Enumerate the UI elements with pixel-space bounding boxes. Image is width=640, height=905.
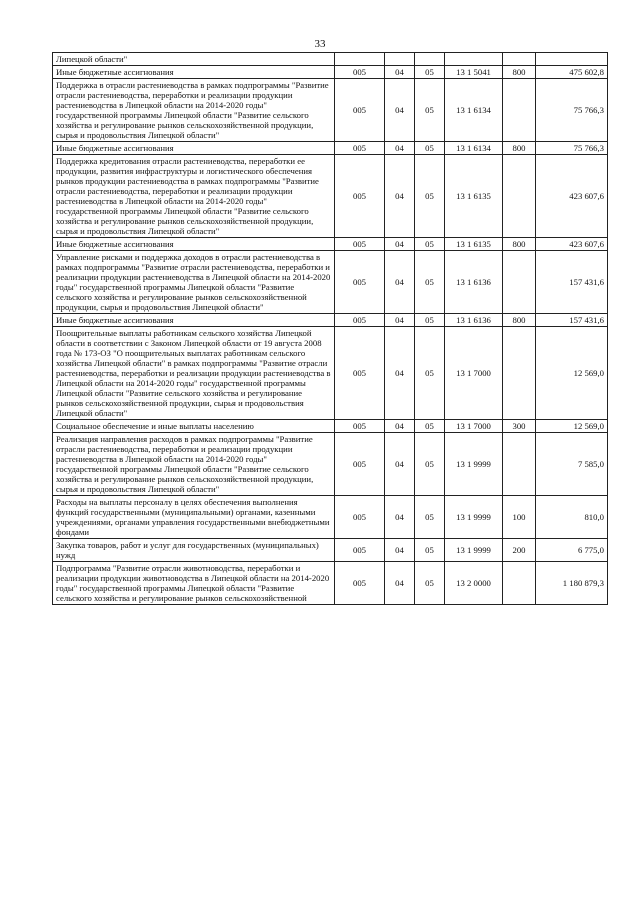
table-row xyxy=(53,314,608,327)
page-number: 33 xyxy=(314,38,326,50)
cell-rz xyxy=(385,53,415,66)
cell-sum: 475 602,8 xyxy=(536,66,608,79)
cell-sum: 423 607,6 xyxy=(536,238,608,251)
cell-ved: 005 xyxy=(335,251,385,314)
table-row xyxy=(53,433,608,496)
cell-csr: 13 1 6135 xyxy=(445,155,503,238)
cell-sum: 75 766,3 xyxy=(536,79,608,142)
cell-name: Иные бюджетные ассигнования xyxy=(53,142,335,155)
cell-pr: 05 xyxy=(415,142,445,155)
cell-vr: 800 xyxy=(503,142,536,155)
cell-name: Социальное обеспечение и иные выплаты населению xyxy=(53,420,335,433)
cell-ved: 005 xyxy=(335,433,385,496)
cell-ved: 005 xyxy=(335,155,385,238)
table-row xyxy=(53,155,608,238)
cell-vr xyxy=(503,433,536,496)
cell-ved: 005 xyxy=(335,66,385,79)
cell-sum: 12 569,0 xyxy=(536,420,608,433)
cell-name: Липецкой области" xyxy=(53,53,335,66)
cell-ved: 005 xyxy=(335,238,385,251)
cell-csr xyxy=(445,53,503,66)
cell-rz: 04 xyxy=(385,79,415,142)
cell-name: Поддержка в отрасли растениеводства в рамках подпрограммы "Развитие отрасли растениеводства, переработки и реализации продукции растениеводства в Липецкой области на 2014-2020 годы" государственной программы Липецкой области "Развитие сельского хозяйства и регулирование рынков сельскохозяйственной продукции, сырья и продовольствия Липецкой области" xyxy=(53,79,335,142)
cell-csr: 13 1 9999 xyxy=(445,539,503,562)
cell-name: Поощрительные выплаты работникам сельского хозяйства Липецкой области в соответствии с Законом Липецкой области от 19 августа 2008 года № 173-ОЗ "О поощрительных выплатах работникам сельского хозяйства Липецкой области" в рамках подпрограммы "Развитие отрасли растениеводства, переработки и реализации продукции растениеводства в Липецкой области на 2014-2020 годы" государственной программы Липецкой области "Развитие сельского хозяйства и регулирование рынков сельскохозяйственной продукции, сырья и продовольствия Липецкой области" xyxy=(53,327,335,420)
cell-vr: 800 xyxy=(503,314,536,327)
cell-name: Управление рисками и поддержка доходов в отрасли растениеводства в рамках подпрограммы "Развитие отрасли растениеводства, переработки и реализации продукции растениеводства в Липецкой области на 2014-2020 годы" государственной программы Липецкой области "Развитие сельского хозяйства и регулирование рынков сельскохозяйственной продукции, сырья и продовольствия Липецкой области" xyxy=(53,251,335,314)
cell-pr: 05 xyxy=(415,420,445,433)
cell-ved: 005 xyxy=(335,314,385,327)
cell-sum: 423 607,6 xyxy=(536,155,608,238)
cell-name: Расходы на выплаты персоналу в целях обеспечения выполнения функций государственными (муниципальными) органами, казенными учреждениями, органами управления государственными внебюджетными фондами xyxy=(53,496,335,539)
cell-vr: 300 xyxy=(503,420,536,433)
cell-ved: 005 xyxy=(335,79,385,142)
cell-sum: 1 180 879,3 xyxy=(536,562,608,605)
cell-csr: 13 1 6135 xyxy=(445,238,503,251)
table-row xyxy=(53,327,608,420)
cell-vr xyxy=(503,327,536,420)
cell-csr: 13 1 9999 xyxy=(445,433,503,496)
cell-name: Поддержка кредитования отрасли растениеводства, переработки ее продукции, развития инфраструктуры и логистического обеспечения рынков продукции растениеводства в рамках подпрограммы "Развитие отрасли растениеводства, переработки и реализации продукции растениеводства в Липецкой области на 2014-2020 годы" государственной программы Липецкой области "Развитие сельского хозяйства и регулирование рынков сельскохозяйственной продукции, сырья и продовольствия Липецкой области" xyxy=(53,155,335,238)
cell-ved: 005 xyxy=(335,496,385,539)
cell-pr: 05 xyxy=(415,314,445,327)
cell-vr xyxy=(503,155,536,238)
cell-rz: 04 xyxy=(385,433,415,496)
cell-ved: 005 xyxy=(335,562,385,605)
cell-csr: 13 1 5041 xyxy=(445,66,503,79)
cell-name: Иные бюджетные ассигнования xyxy=(53,238,335,251)
cell-ved: 005 xyxy=(335,539,385,562)
cell-pr: 05 xyxy=(415,562,445,605)
cell-rz: 04 xyxy=(385,66,415,79)
cell-sum xyxy=(536,53,608,66)
cell-rz: 04 xyxy=(385,251,415,314)
table-row xyxy=(53,539,608,562)
table-row xyxy=(53,66,608,79)
table-row xyxy=(53,79,608,142)
cell-rz: 04 xyxy=(385,238,415,251)
cell-csr: 13 1 6136 xyxy=(445,251,503,314)
cell-name: Подпрограмма "Развитие отрасли животноводства, переработки и реализации продукции животноводства в Липецкой области на 2014-2020 годы" государственной программы Липецкой области "Развитие сельского хозяйства и регулирование рынков сельскохозяйственной xyxy=(53,562,335,605)
cell-pr: 05 xyxy=(415,79,445,142)
cell-csr: 13 2 0000 xyxy=(445,562,503,605)
cell-pr: 05 xyxy=(415,327,445,420)
cell-vr xyxy=(503,562,536,605)
table-row xyxy=(53,238,608,251)
cell-name: Реализация направления расходов в рамках подпрограммы "Развитие отрасли растениеводства, переработки и реализации продукции растениеводства в Липецкой области на 2014-2020 годы" государственной программы Липецкой области "Развитие сельского хозяйства и регулирование рынков сельскохозяйственной продукции, сырья и продовольствия Липецкой области" xyxy=(53,433,335,496)
cell-vr: 100 xyxy=(503,496,536,539)
cell-csr: 13 1 6134 xyxy=(445,142,503,155)
cell-rz: 04 xyxy=(385,420,415,433)
cell-sum: 6 775,0 xyxy=(536,539,608,562)
cell-pr: 05 xyxy=(415,66,445,79)
cell-pr: 05 xyxy=(415,433,445,496)
table-row xyxy=(53,496,608,539)
cell-sum: 810,0 xyxy=(536,496,608,539)
cell-sum: 157 431,6 xyxy=(536,314,608,327)
cell-vr xyxy=(503,53,536,66)
cell-pr: 05 xyxy=(415,155,445,238)
table-row xyxy=(53,53,608,66)
cell-sum: 75 766,3 xyxy=(536,142,608,155)
table-row xyxy=(53,420,608,433)
cell-ved: 005 xyxy=(335,420,385,433)
cell-rz: 04 xyxy=(385,562,415,605)
table-row xyxy=(53,562,608,605)
cell-pr xyxy=(415,53,445,66)
cell-pr: 05 xyxy=(415,251,445,314)
cell-ved xyxy=(335,53,385,66)
cell-sum: 7 585,0 xyxy=(536,433,608,496)
cell-csr: 13 1 6136 xyxy=(445,314,503,327)
cell-pr: 05 xyxy=(415,238,445,251)
cell-rz: 04 xyxy=(385,142,415,155)
cell-rz: 04 xyxy=(385,496,415,539)
cell-csr: 13 1 7000 xyxy=(445,420,503,433)
budget-table xyxy=(52,52,608,605)
cell-vr: 200 xyxy=(503,539,536,562)
cell-rz: 04 xyxy=(385,539,415,562)
cell-vr xyxy=(503,251,536,314)
table-row xyxy=(53,251,608,314)
cell-csr: 13 1 9999 xyxy=(445,496,503,539)
cell-csr: 13 1 7000 xyxy=(445,327,503,420)
cell-name: Закупка товаров, работ и услуг для государственных (муниципальных) нужд xyxy=(53,539,335,562)
table-row xyxy=(53,142,608,155)
cell-sum: 12 569,0 xyxy=(536,327,608,420)
cell-ved: 005 xyxy=(335,327,385,420)
cell-vr: 800 xyxy=(503,238,536,251)
cell-name: Иные бюджетные ассигнования xyxy=(53,314,335,327)
cell-name: Иные бюджетные ассигнования xyxy=(53,66,335,79)
cell-vr: 800 xyxy=(503,66,536,79)
cell-rz: 04 xyxy=(385,155,415,238)
cell-ved: 005 xyxy=(335,142,385,155)
cell-csr: 13 1 6134 xyxy=(445,79,503,142)
cell-pr: 05 xyxy=(415,539,445,562)
cell-sum: 157 431,6 xyxy=(536,251,608,314)
cell-rz: 04 xyxy=(385,314,415,327)
cell-rz: 04 xyxy=(385,327,415,420)
cell-pr: 05 xyxy=(415,496,445,539)
cell-vr xyxy=(503,79,536,142)
